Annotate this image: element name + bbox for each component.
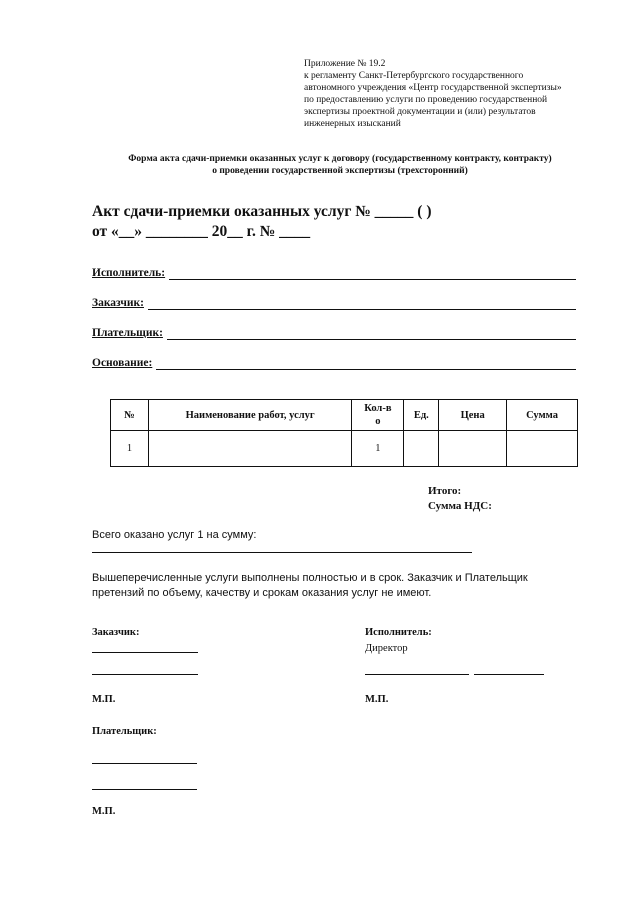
executor-name-line[interactable]: [474, 674, 544, 675]
col-header-price: Цена: [439, 400, 507, 431]
cell-sum[interactable]: [507, 431, 578, 467]
annex-line: Приложение № 19.2: [304, 59, 386, 69]
payer-name-line[interactable]: [92, 789, 197, 790]
form-title-line1: Форма акта сдачи-приемки оказанных услуг к договору (государственному контракту, контракту): [128, 154, 552, 164]
customer-input-line[interactable]: [148, 297, 576, 310]
vat-label: Сумма НДС:: [428, 500, 492, 512]
annex-line: автономного учреждения «Центр государственной экспертизы»: [304, 83, 562, 93]
table-row: [111, 431, 578, 467]
payer-signature-line[interactable]: [92, 763, 197, 764]
executor-input-line[interactable]: [169, 267, 576, 280]
summary-text: Всего оказано услуг 1 на сумму:: [92, 529, 257, 541]
executor-signature-line[interactable]: [365, 674, 469, 675]
col-header-number: №: [111, 400, 149, 431]
customer-signature-label: Заказчик:: [92, 627, 140, 638]
customer-stamp: М.П.: [92, 694, 116, 705]
quantity-header-text: Кол-во: [364, 403, 392, 427]
customer-label: Заказчик:: [92, 297, 144, 309]
annex-line: к регламенту Санкт-Петербургского государственного: [304, 71, 524, 81]
cell-name[interactable]: [148, 431, 352, 467]
col-header-name: Наименование работ, услуг: [148, 400, 352, 431]
act-title: [92, 202, 432, 242]
col-header-sum: Сумма: [507, 400, 578, 431]
payer-signature-label: Плательщик:: [92, 726, 157, 737]
annex-line: инженерных изысканий: [304, 119, 401, 129]
customer-name-line[interactable]: [92, 674, 198, 675]
basis-field: [92, 354, 576, 370]
annex-note: [304, 58, 604, 130]
payer-field: [92, 324, 576, 340]
payer-input-line[interactable]: [167, 327, 576, 340]
col-header-unit: Ед.: [404, 400, 439, 431]
table-header-row: [111, 400, 578, 431]
customer-field: [92, 294, 576, 310]
executor-field: [92, 264, 576, 280]
basis-input-line[interactable]: [156, 357, 576, 370]
customer-signature-line[interactable]: [92, 652, 198, 653]
executor-position: Директор: [365, 643, 408, 654]
cell-unit[interactable]: [404, 431, 439, 467]
summary-amount-line[interactable]: [92, 552, 472, 553]
annex-line: экспертизы проектной документации и (или) результатов: [304, 107, 536, 117]
form-title-line2: о проведении государственной экспертизы (трехсторонний): [212, 166, 468, 176]
executor-label: Исполнитель:: [92, 267, 166, 279]
cell-number: 1: [111, 431, 149, 467]
cell-quantity: 1: [352, 431, 404, 467]
declaration-text: Вышеперечисленные услуги выполнены полностью и в срок. Заказчик и Плательщик претензий по объему, качеству и срокам оказания услуг не имеют.: [92, 572, 528, 599]
executor-stamp: М.П.: [365, 694, 389, 705]
annex-line: по предоставлению услуги по проведению государственной: [304, 95, 548, 105]
payer-label: Плательщик:: [92, 327, 163, 339]
total-label: Итого:: [428, 485, 462, 497]
totals-block: [428, 484, 492, 514]
executor-signature-label: Исполнитель:: [365, 627, 432, 638]
form-title: [60, 153, 620, 177]
col-header-quantity: [352, 400, 404, 431]
payer-stamp: М.П.: [92, 806, 116, 817]
services-table: [110, 399, 578, 467]
cell-price[interactable]: [439, 431, 507, 467]
act-title-line1: Акт сдачи-приемки оказанных услуг № _____ ( ): [92, 203, 432, 220]
act-title-line2: от «__» ________ 20__ г. № ____: [92, 223, 311, 240]
basis-label: Основание:: [92, 357, 153, 369]
